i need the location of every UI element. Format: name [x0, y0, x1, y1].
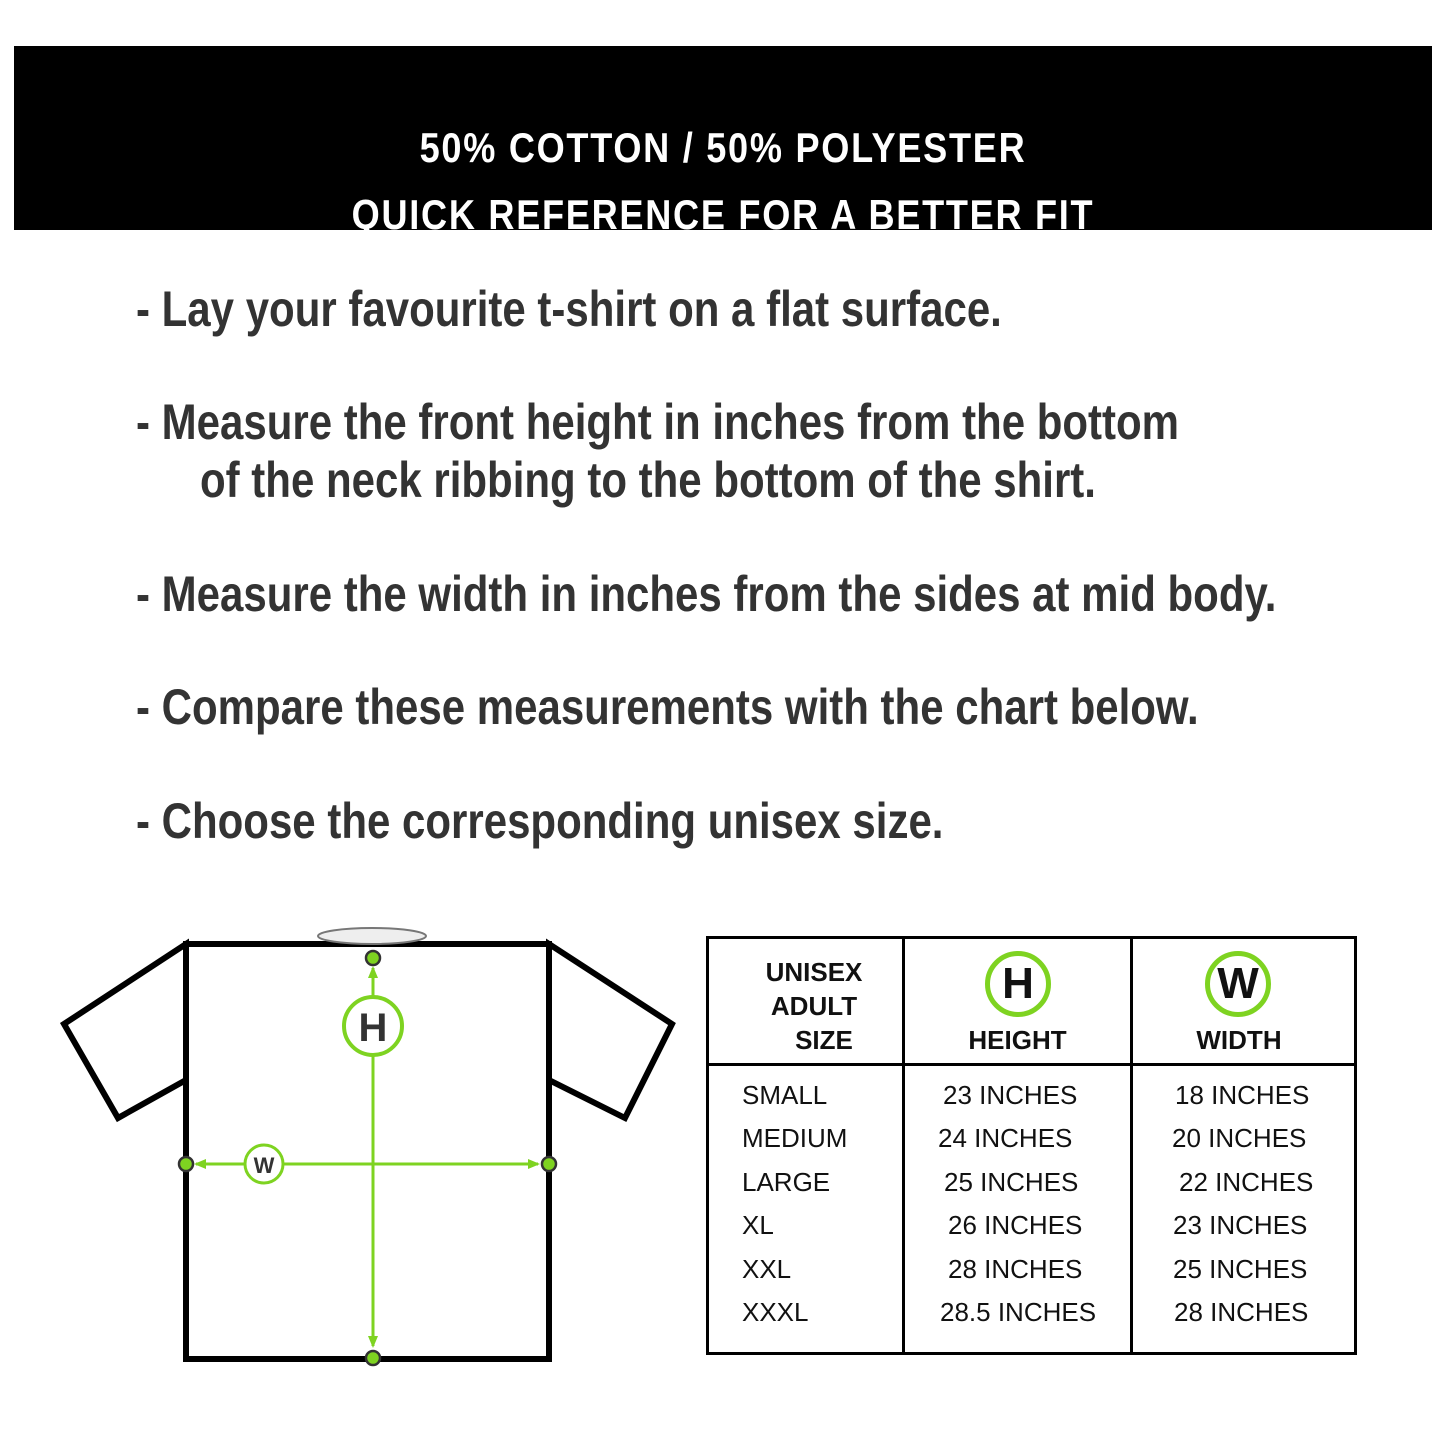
- width-cell: 20 INCHES: [1172, 1123, 1307, 1153]
- header-banner: [14, 46, 1432, 238]
- header-divider: [709, 1063, 1354, 1066]
- width-cell: 28 INCHES: [1174, 1297, 1309, 1327]
- width-cell: 25 INCHES: [1173, 1254, 1308, 1284]
- left-side-point: [179, 1157, 193, 1171]
- header-size-line: SIZE: [795, 1025, 853, 1055]
- neck-point: [366, 951, 380, 965]
- width-badge-icon: W: [1205, 951, 1271, 1017]
- height-cell: 26 INCHES: [948, 1210, 1083, 1240]
- width-marker-icon: [245, 1145, 283, 1183]
- width-cell: 22 INCHES: [1179, 1167, 1314, 1197]
- header-size: [729, 955, 899, 1057]
- instruction-lay-flat: - Lay your favourite t-shirt on a flat surface.: [136, 281, 1002, 337]
- height-cell: 24 INCHES: [938, 1123, 1073, 1153]
- height-cell: 25 INCHES: [944, 1167, 1079, 1197]
- size-cell: MEDIUM: [742, 1123, 848, 1153]
- height-cell: 28.5 INCHES: [940, 1297, 1097, 1327]
- height-cell: 28 INCHES: [948, 1254, 1083, 1284]
- column-divider: [1130, 939, 1133, 1352]
- instruction-measure-height-cont: of the neck ribbing to the bottom of the shirt.: [200, 452, 1096, 508]
- size-cell: SMALL: [742, 1080, 828, 1110]
- banner-subtitle: QUICK REFERENCE FOR A BETTER FIT: [351, 191, 1095, 238]
- size-cell: LARGE: [742, 1167, 831, 1197]
- header-size-line: ADULT: [770, 991, 858, 1021]
- height-badge-icon: H: [985, 951, 1051, 1017]
- instruction-measure-width: - Measure the width in inches from the sides at mid body.: [136, 566, 1277, 622]
- header-height: HEIGHT: [968, 1025, 1067, 1055]
- right-side-point: [542, 1157, 556, 1171]
- height-marker-label: H: [358, 1006, 388, 1050]
- size-cell: XXXL: [742, 1297, 809, 1327]
- width-cell: 18 INCHES: [1175, 1080, 1310, 1110]
- instruction-measure-height: - Measure the front height in inches from the bottom: [136, 394, 1180, 450]
- neck-ribbing-icon: [318, 928, 426, 944]
- t-shirt-diagram: [0, 900, 700, 1420]
- height-cell: 23 INCHES: [943, 1080, 1078, 1110]
- width-cell: 23 INCHES: [1173, 1210, 1308, 1240]
- hem-point: [366, 1351, 380, 1365]
- height-marker-icon: [344, 997, 402, 1055]
- width-marker-label: W: [253, 1153, 275, 1178]
- size-chart-table: [706, 936, 1357, 1355]
- size-cell: XXL: [742, 1254, 792, 1284]
- instruction-compare: - Compare these measurements with the chart below.: [136, 679, 1199, 735]
- header-size-line: UNISEX: [765, 957, 863, 987]
- size-cell: XL: [742, 1210, 774, 1240]
- header-width: WIDTH: [1196, 1025, 1282, 1055]
- fabric-title: 50% COTTON / 50% POLYESTER: [419, 124, 1027, 171]
- column-divider: [902, 939, 905, 1352]
- instruction-choose-size: - Choose the corresponding unisex size.: [136, 793, 944, 849]
